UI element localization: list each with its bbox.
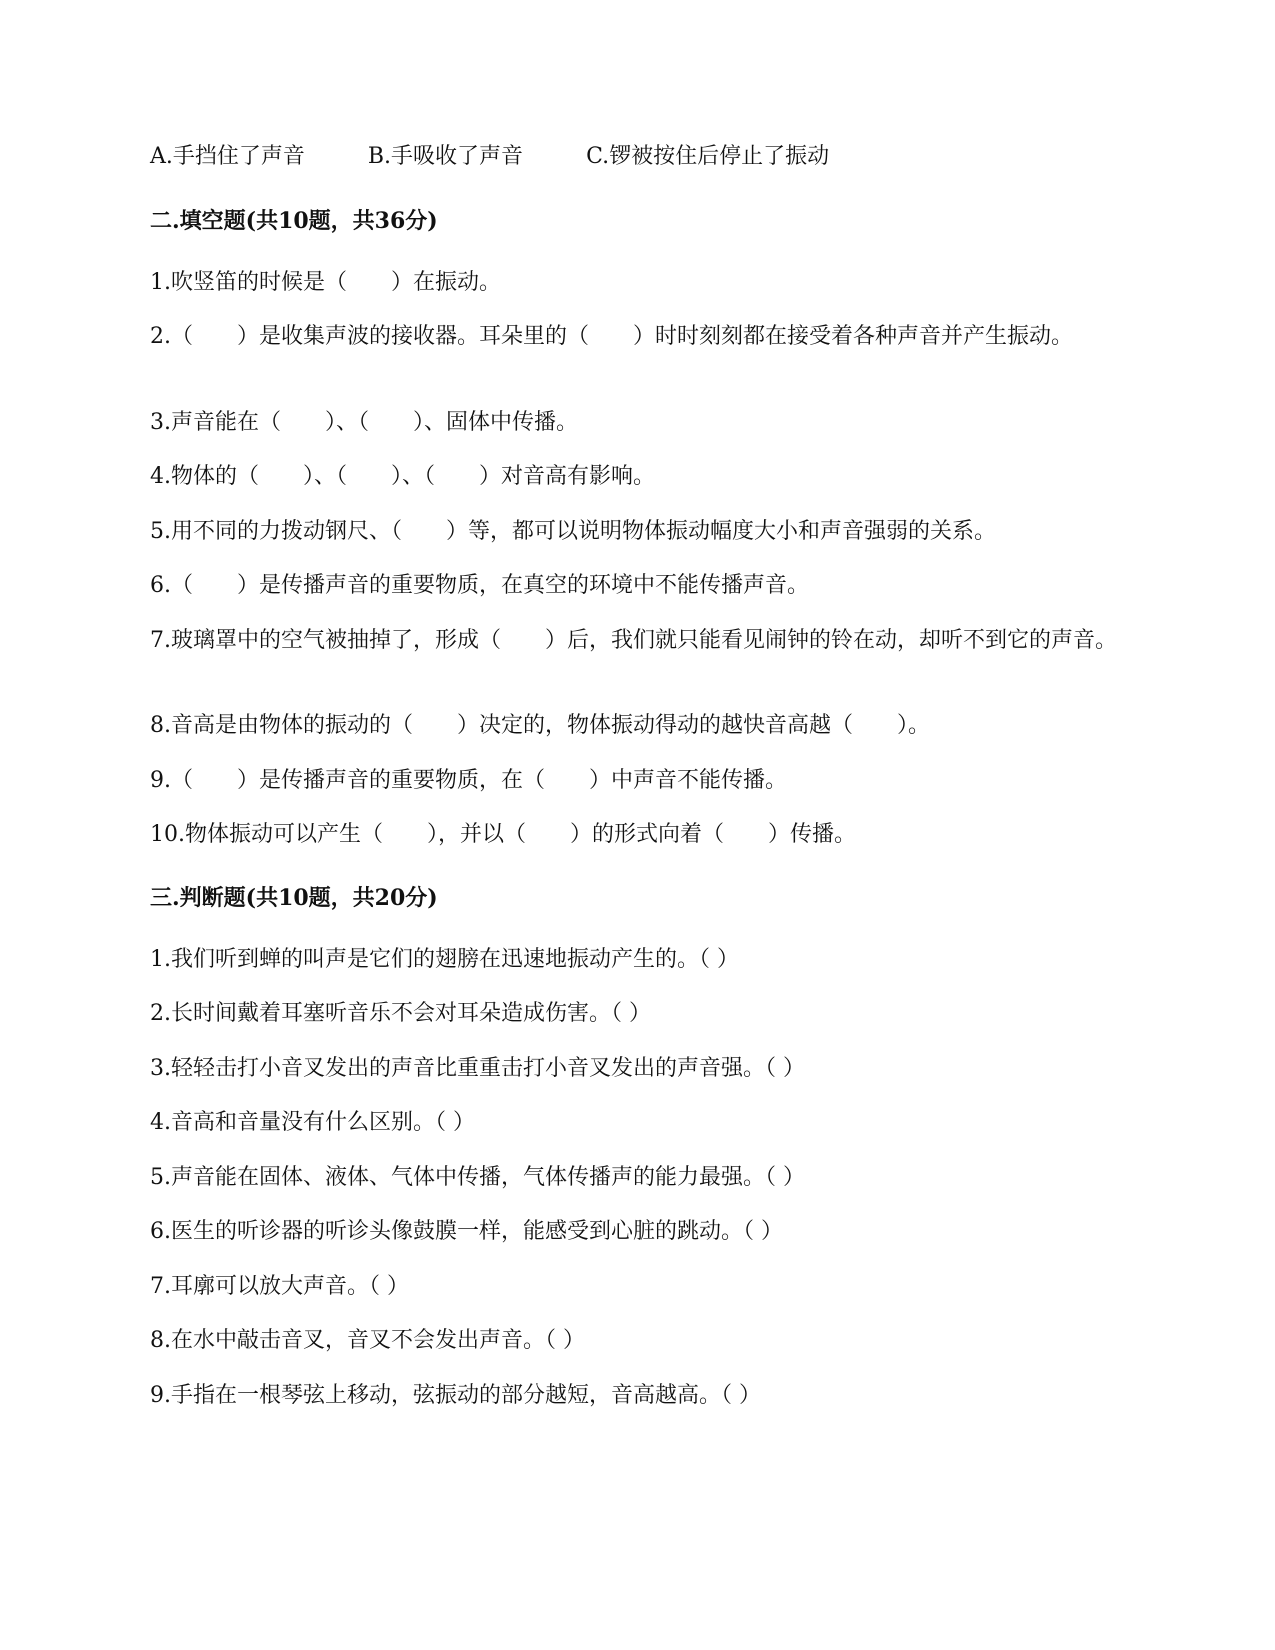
section3-title: 三.判断题(共10题，共20分) (150, 885, 438, 911)
option-c: C.锣被按住后停止了振动 (586, 144, 830, 169)
fill-item-10: 10.物体振动可以产生（ ），并以（ ）的形式向着（ ）传播。 (150, 822, 856, 847)
judge-item-8: 8.在水中敲击音叉，音叉不会发出声音。（ ） (150, 1328, 585, 1353)
judge-item-5: 5.声音能在固体、液体、气体中传播，气体传播声的能力最强。（ ） (150, 1165, 805, 1190)
judge-item-2: 2.长时间戴着耳塞听音乐不会对耳朵造成伤害。（ ） (150, 1001, 651, 1026)
fill-item-1: 1.吹竖笛的时候是（ ）在振动。 (150, 270, 501, 295)
fill-item-4: 4.物体的（ ）、（ ）、（ ）对音高有影响。 (150, 464, 655, 489)
judge-item-1: 1.我们听到蝉的叫声是它们的翅膀在迅速地振动产生的。（ ） (150, 947, 739, 972)
fill-item-2: 2.（ ）是收集声波的接收器。耳朵里的（ ）时时刻刻都在接受着各种声音并产生振动。 (150, 324, 1073, 349)
judge-item-9: 9.手指在一根琴弦上移动，弦振动的部分越短，音高越高。（ ） (150, 1383, 761, 1408)
fill-item-3: 3.声音能在（ ）、（ ）、固体中传播。 (150, 410, 578, 435)
judge-item-7: 7.耳廓可以放大声音。（ ） (150, 1274, 409, 1299)
fill-item-7: 7.玻璃罩中的空气被抽掉了，形成（ ）后，我们就只能看见闹钟的铃在动，却听不到它的声音。 (150, 628, 1117, 653)
section2-title: 二.填空题(共10题，共36分) (150, 208, 438, 234)
judge-item-3: 3.轻轻击打小音叉发出的声音比重重击打小音叉发出的声音强。（ ） (150, 1056, 805, 1081)
fill-item-8: 8.音高是由物体的振动的（ ）决定的，物体振动得动的越快音高越（ ）。 (150, 713, 930, 738)
option-a: A.手挡住了声音 (150, 144, 305, 169)
fill-item-5: 5.用不同的力拨动钢尺、（ ）等，都可以说明物体振动幅度大小和声音强弱的关系。 (150, 519, 996, 544)
judge-item-4: 4.音高和音量没有什么区别。（ ） (150, 1110, 475, 1135)
fill-item-9: 9.（ ）是传播声音的重要物质，在（ ）中声音不能传播。 (150, 768, 787, 793)
fill-item-6: 6.（ ）是传播声音的重要物质，在真空的环境中不能传播声音。 (150, 573, 809, 598)
option-b: B.手吸收了声音 (367, 144, 524, 169)
judge-item-6: 6.医生的听诊器的听诊头像鼓膜一样，能感受到心脏的跳动。（ ） (150, 1219, 783, 1244)
options-row (150, 141, 1130, 173)
